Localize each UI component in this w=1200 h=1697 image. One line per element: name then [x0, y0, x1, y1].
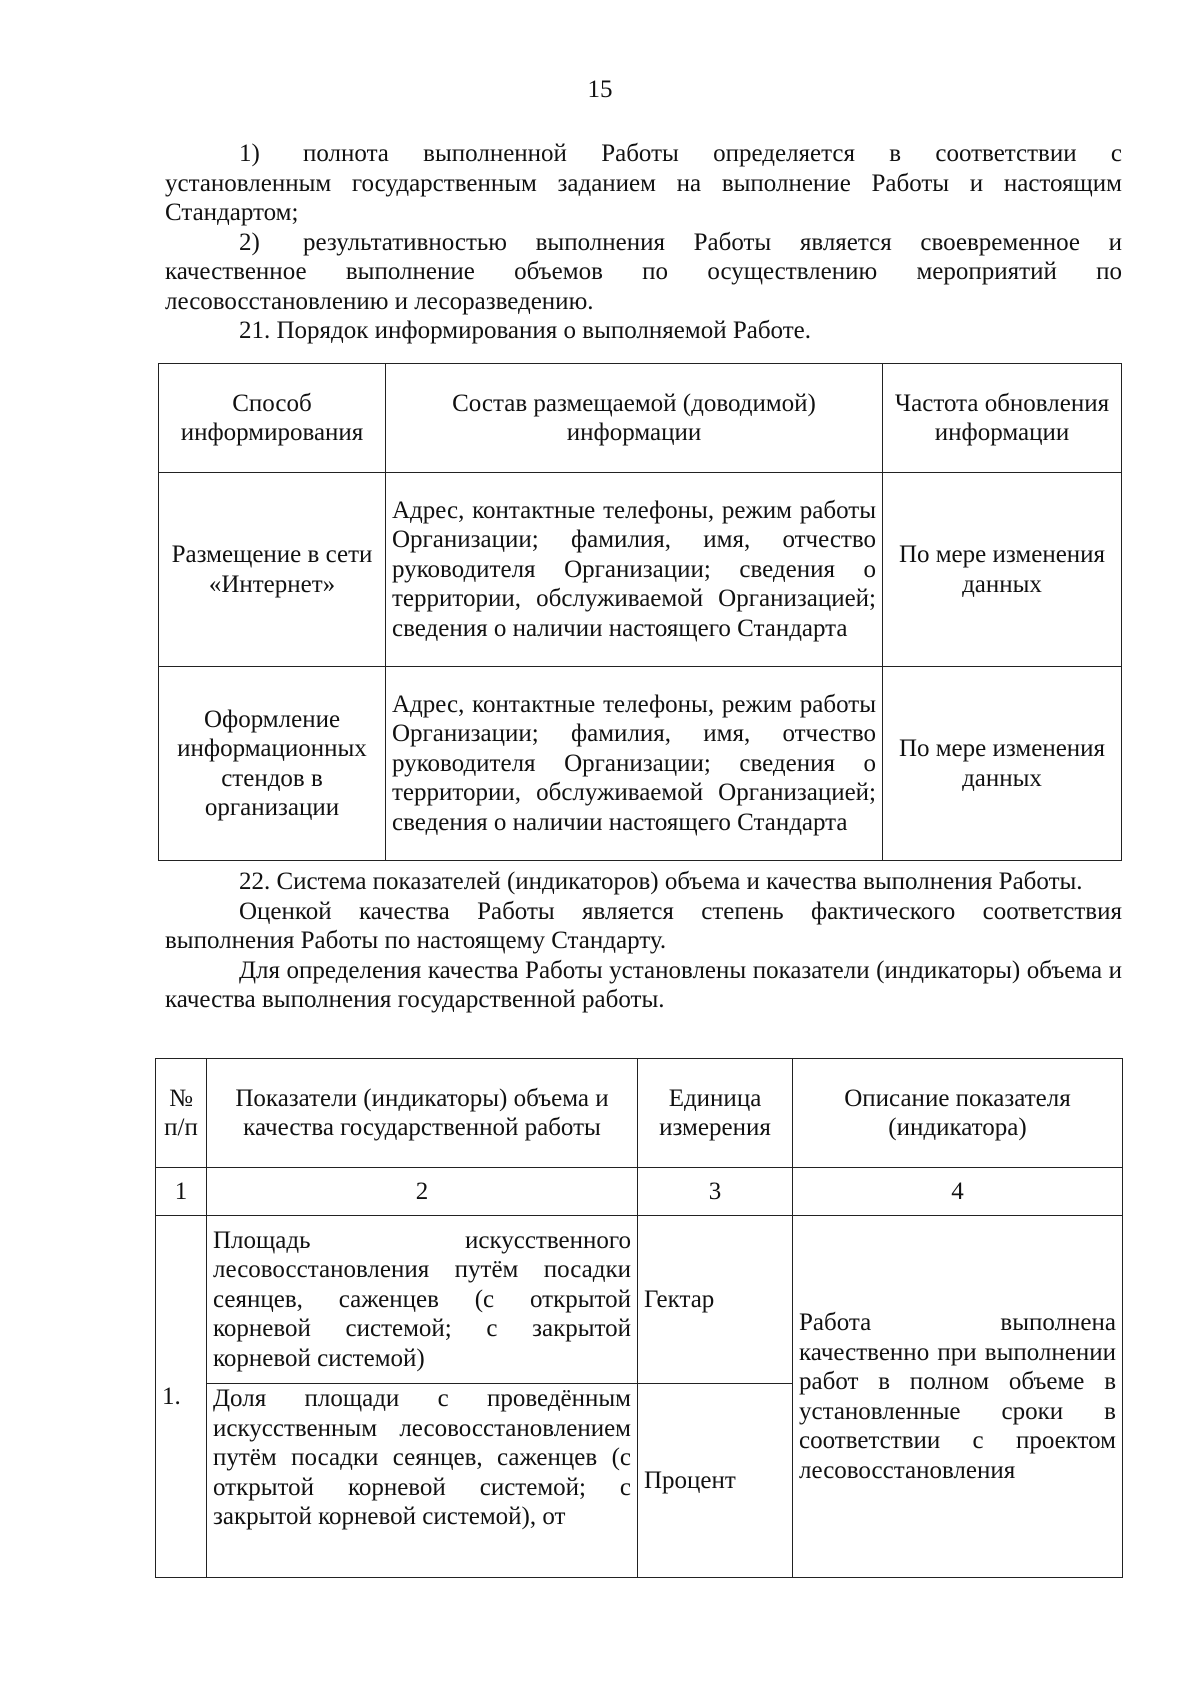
paragraph: Оценкой качества Работы является степень фактического соответствия выполнения Работы по настоящему Стандарту. — [165, 897, 1122, 954]
row-indicator: Доля площади с проведённым искусственным лесовосстановлением путём посадки сеянцев, саженцев (с открытой корневой системой; с закрытой корневой системой), от — [207, 1384, 638, 1578]
row-content: Адрес, контактные телефоны, режим работы Организации; фамилия, имя, отчество руководителя Организации; сведения о территории, обслуживаемой Организацией; сведения о наличии настоящего Стандарта — [386, 667, 883, 861]
row-number: 1. — [156, 1216, 207, 1578]
header-description: Описание показателя (индикатора) — [793, 1059, 1123, 1168]
top-paragraphs — [165, 139, 1122, 346]
list-item-text: полнота выполненной Работы определяется в соответствии с установленным государственным заданием на выполнение Работы и настоящим Стандартом; — [165, 140, 1122, 226]
row-content: Адрес, контактные телефоны, режим работы Организации; фамилия, имя, отчество руководителя Организации; сведения о территории, обслуживаемой Организацией; сведения о наличии настоящего Стандарта — [386, 473, 883, 667]
row-method: Размещение в сети «Интернет» — [159, 473, 386, 667]
list-item-1 — [165, 139, 1122, 228]
row-frequency: По мере изменения данных — [883, 667, 1122, 861]
section-22-heading: 22. Система показателей (индикаторов) объема и качества выполнения Работы. — [239, 868, 1083, 895]
header-number: № п/п — [156, 1059, 207, 1168]
list-item-text: результативностью выполнения Работы является своевременное и качественное выполнение объемов по осуществлению мероприятий по лесовосстановлению и лесоразведению. — [165, 228, 1122, 315]
list-item-number: 1) — [239, 140, 260, 167]
list-item-number: 2) — [239, 228, 260, 256]
column-number: 4 — [793, 1168, 1123, 1216]
information-table — [158, 363, 1122, 861]
page-number: 15 — [587, 76, 613, 103]
row-frequency: По мере изменения данных — [883, 473, 1122, 667]
header-unit: Единица измерения — [638, 1059, 793, 1168]
column-number: 3 — [638, 1168, 793, 1216]
table-row — [156, 1216, 1123, 1384]
paragraph: Для определения качества Работы установлены показатели (индикаторы) объема и качества выполнения государственной работы. — [165, 956, 1122, 1013]
row-method: Оформление информационных стендов в организации — [159, 667, 386, 861]
middle-paragraphs — [165, 867, 1122, 1015]
table-row — [159, 667, 1122, 861]
row-description: Работа выполнена качественно при выполнении работ в полном объеме в установленные сроки в соответствии с проектом лесовосстановления — [793, 1216, 1123, 1578]
section-21-heading: 21. Порядок информирования о выполняемой Работе. — [239, 317, 811, 344]
header-indicator: Показатели (индикаторы) объема и качества государственной работы — [207, 1059, 638, 1168]
column-number: 1 — [156, 1168, 207, 1216]
column-number: 2 — [207, 1168, 638, 1216]
row-unit: Гектар — [638, 1216, 793, 1384]
table-header-row — [156, 1059, 1123, 1168]
indicators-table — [155, 1058, 1123, 1578]
header-method: Способ информирования — [159, 364, 386, 473]
column-number-row — [156, 1168, 1123, 1216]
table-header-row — [159, 364, 1122, 473]
header-frequency: Частота обновления информации — [883, 364, 1122, 473]
row-indicator: Площадь искусственного лесовосстановления путём посадки сеянцев, саженцев (с открытой корневой системой; с закрытой корневой системой) — [207, 1216, 638, 1384]
header-content: Состав размещаемой (доводимой) информации — [386, 364, 883, 473]
row-unit: Процент — [638, 1384, 793, 1578]
list-item-2 — [165, 228, 1122, 317]
table-row — [159, 473, 1122, 667]
